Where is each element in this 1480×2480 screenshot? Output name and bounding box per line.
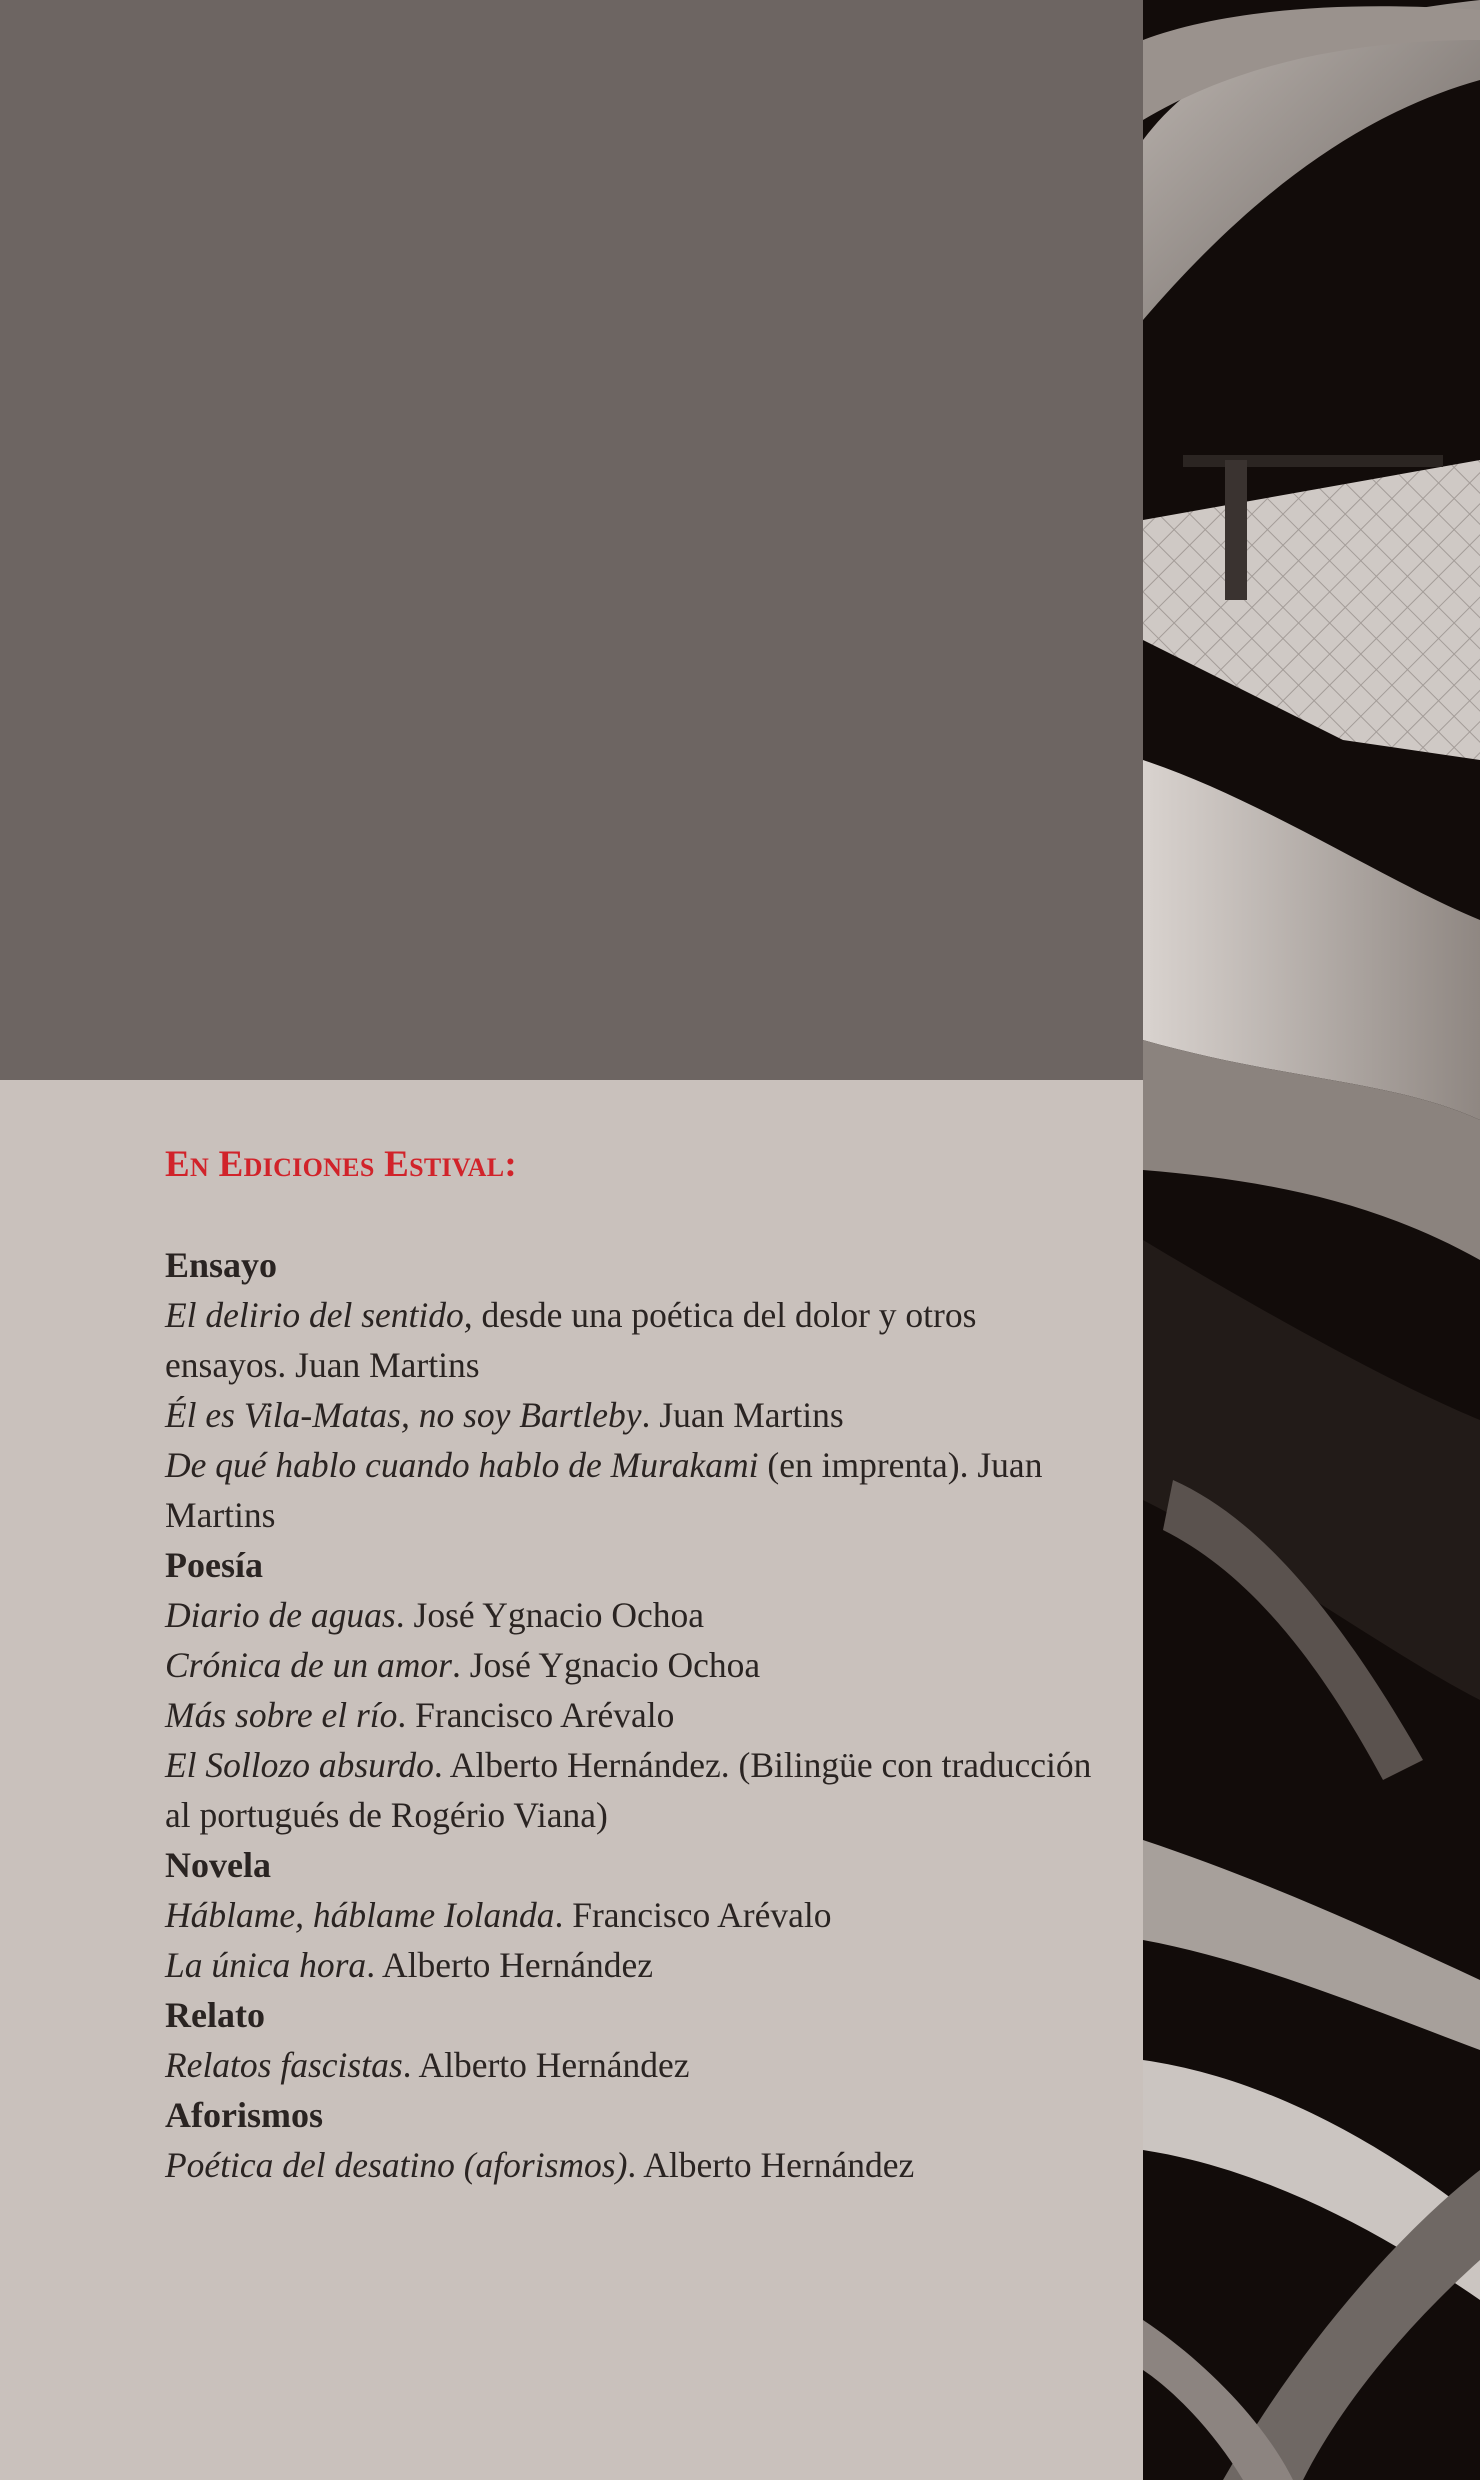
- book-details: . Alberto Hernández: [402, 2045, 690, 2085]
- book-details: . Juan Martins: [641, 1395, 844, 1435]
- section-title: Poesía: [165, 1545, 263, 1585]
- book-details: . Alberto Hernández. (Bilingüe con traducción al portugués de Rogério Viana): [165, 1745, 1092, 1835]
- book-title: Él es Vila-Matas, no soy Bartleby: [165, 1395, 642, 1435]
- list-item: [165, 1940, 1105, 1990]
- section-novela: [165, 1840, 1105, 1990]
- section-poesia: [165, 1540, 1105, 1840]
- cover-photo-strip: [1143, 0, 1480, 2480]
- book-details: (en imprenta). Juan Martins: [165, 1445, 1043, 1535]
- section-title: Aforismos: [165, 2095, 323, 2135]
- section-title: Relato: [165, 1995, 265, 2035]
- book-details: . Francisco Arévalo: [554, 1895, 832, 1935]
- book-details: . José Ygnacio Ochoa: [451, 1645, 761, 1685]
- book-details: desde una poética del dolor y otros ensayos. Juan Martins: [165, 1295, 977, 1385]
- book-title: Más sobre el río: [165, 1695, 398, 1735]
- publisher-heading: En Ediciones Estival:: [165, 1144, 517, 1185]
- book-title: Relatos fascistas: [165, 2045, 403, 2085]
- book-title: Háblame, háblame Iolanda: [165, 1895, 555, 1935]
- catalog-list: [165, 1140, 1105, 2190]
- list-item: [165, 2040, 1105, 2090]
- book-details: . Alberto Hernández: [627, 2145, 915, 2185]
- black-and-white-photo-icon: [1143, 0, 1480, 2480]
- list-item: [165, 1890, 1105, 1940]
- book-details: . Alberto Hernández: [366, 1945, 654, 1985]
- book-title: El delirio del sentido,: [165, 1295, 473, 1335]
- book-title: La única hora: [165, 1945, 367, 1985]
- list-item: [165, 1690, 1105, 1740]
- section-title: Ensayo: [165, 1245, 278, 1285]
- section-aforismos: [165, 2090, 1105, 2190]
- list-item: [165, 1290, 1105, 1390]
- list-item: [165, 1390, 1105, 1440]
- section-title: Novela: [165, 1845, 271, 1885]
- list-item: [165, 2140, 1105, 2190]
- book-details: . Francisco Arévalo: [397, 1695, 675, 1735]
- list-item: [165, 1440, 1105, 1540]
- list-item: [165, 1740, 1105, 1840]
- book-title: De qué hablo cuando hablo de Murakami: [165, 1445, 759, 1485]
- book-title: El Sollozo absurdo: [165, 1745, 434, 1785]
- book-details: . José Ygnacio Ochoa: [395, 1595, 704, 1635]
- list-item: [165, 1590, 1105, 1640]
- top-color-panel: [0, 0, 1143, 1080]
- section-ensayo: [165, 1240, 1105, 1540]
- book-title: Crónica de un amor: [165, 1645, 452, 1685]
- section-relato: [165, 1990, 1105, 2090]
- book-title: Diario de aguas: [165, 1595, 396, 1635]
- list-item: [165, 1640, 1105, 1690]
- book-title: Poética del desatino (aforismos): [165, 2145, 628, 2185]
